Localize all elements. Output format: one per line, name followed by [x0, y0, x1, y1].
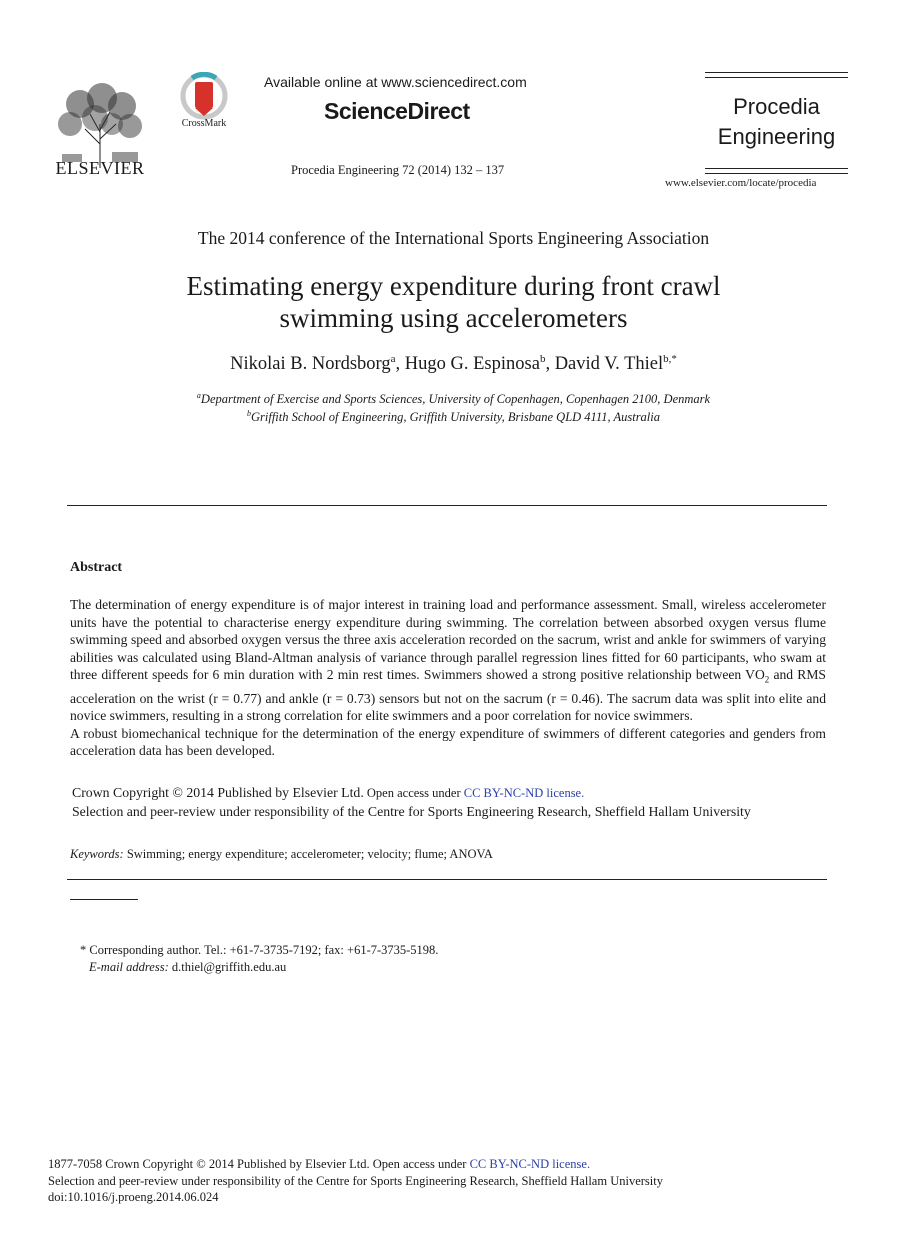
available-online: Available online at www.sciencedirect.com: [264, 74, 527, 90]
crossmark-label: CrossMark: [181, 118, 227, 129]
affiliation: $^a$Department of Exercise and Sports Sciences, University of Copenhagen, Copenhagen 2100, Denmark: [196, 391, 711, 407]
affiliation: $^b$Griffith School of Engineering, Griffith University, Brisbane QLD 4111, Australia: [246, 409, 661, 425]
sciencedirect-brand: ScienceDirect: [324, 98, 470, 124]
author-list: [0, 353, 907, 375]
license-link[interactable]: CC BY-NC-ND license.: [469, 1157, 591, 1171]
footnote-rule: [70, 899, 138, 900]
divider: [67, 879, 827, 880]
email-link[interactable]: d.thiel@griffith.edu.au: [168, 960, 287, 974]
author-separator: ,: [395, 354, 405, 375]
journal-reference: Procedia Engineering 72 (2014) 132 – 137: [291, 163, 505, 177]
journal-url[interactable]: www.elsevier.com/locate/procedia: [665, 177, 817, 189]
bottom-copyright: 1877-7058 Crown Copyright © 2014 Published by Elsevier Ltd. Open access under CC BY-NC-ND license. Selection and peer-review under responsibility of the Centre for Sports Engineering Research, Sheffield Hallam University doi:10.1016/j.proeng.2014.06.024: [48, 1157, 663, 1204]
paper-title: Estimating energy expenditure during front crawl swimming using accelerometers: [186, 271, 721, 333]
author-mark: b,*: [663, 353, 677, 365]
author-mark: a: [390, 353, 396, 365]
journal-title: Procedia Engineering: [717, 94, 836, 149]
author-name: Hugo G. Espinosa: [404, 354, 540, 375]
divider: [67, 505, 827, 506]
journal-title-box: [705, 72, 848, 176]
license-link[interactable]: CC BY-NC-ND license.: [463, 786, 585, 800]
keywords: Keywords: Swimming; energy expenditure; accelerometer; velocity; flume; ANOVA: [70, 847, 493, 861]
corresponding-author-footnote: * Corresponding author. Tel.: +61-7-3735-7192; fax: +61-7-3735-5198. E-mail address: d.thiel@griffith.edu.au: [80, 943, 439, 974]
author-separator: ,: [545, 354, 555, 375]
author-mark: b: [539, 353, 546, 365]
abstract-heading: Abstract: [70, 560, 123, 575]
doi[interactable]: doi:10.1016/j.proeng.2014.06.024: [48, 1190, 219, 1204]
author-name: Nikolai B. Nordsborg: [230, 354, 391, 375]
author-name: David V. Thiel: [554, 354, 664, 375]
conference-name: The 2014 conference of the International Sports Engineering Association: [197, 228, 710, 248]
abstract-paragraph: The determination of energy expenditure is of major interest in training load and performance assessment. Small, wireless accelerometer units have the potential to characterise energy expenditure during swimming. The correlation between absorbed oxygen versus flume swimming speed and absorbed oxygen versus the three axis acceleration recorded on the sacrum, wrist and ankle for swimmers of varying abilities was calculated using Bland-Altman analysis of variance through parallel regression lines fitted for 60 participants, who swam at three different speeds for 6 min duration with 2 min rest times. Swimmers showed a strong positive relationship between $VO_2$ and RMS acceleration on the wrist (r = 0.77) and ankle (r = 0.73) sensors but not on the sacrum (r = 0.46). The sacrum data was split into elite and novice swimmers, resulting in a strong correlation for elite swimmers and a poor correlation for novice swimmers.: [70, 597, 826, 724]
copyright-block: Crown Copyright © 2014 Published by Elsevier Ltd. Open access under CC BY-NC-ND license. Selection and peer-review under responsibility of the Centre for Sports Engineering Research, Sheffield Hallam University: [72, 784, 832, 820]
abstract-body: [70, 596, 826, 760]
publisher-name: ELSEVIER: [55, 158, 145, 178]
peer-review-note: Selection and peer-review under responsibility of the Centre for Sports Engineering Research, Sheffield Hallam University: [72, 803, 751, 819]
abstract-paragraph: A robust biomechanical technique for the determination of the energy expenditure of swimmers of different categories and genders from acceleration data has been developed.: [70, 725, 826, 759]
